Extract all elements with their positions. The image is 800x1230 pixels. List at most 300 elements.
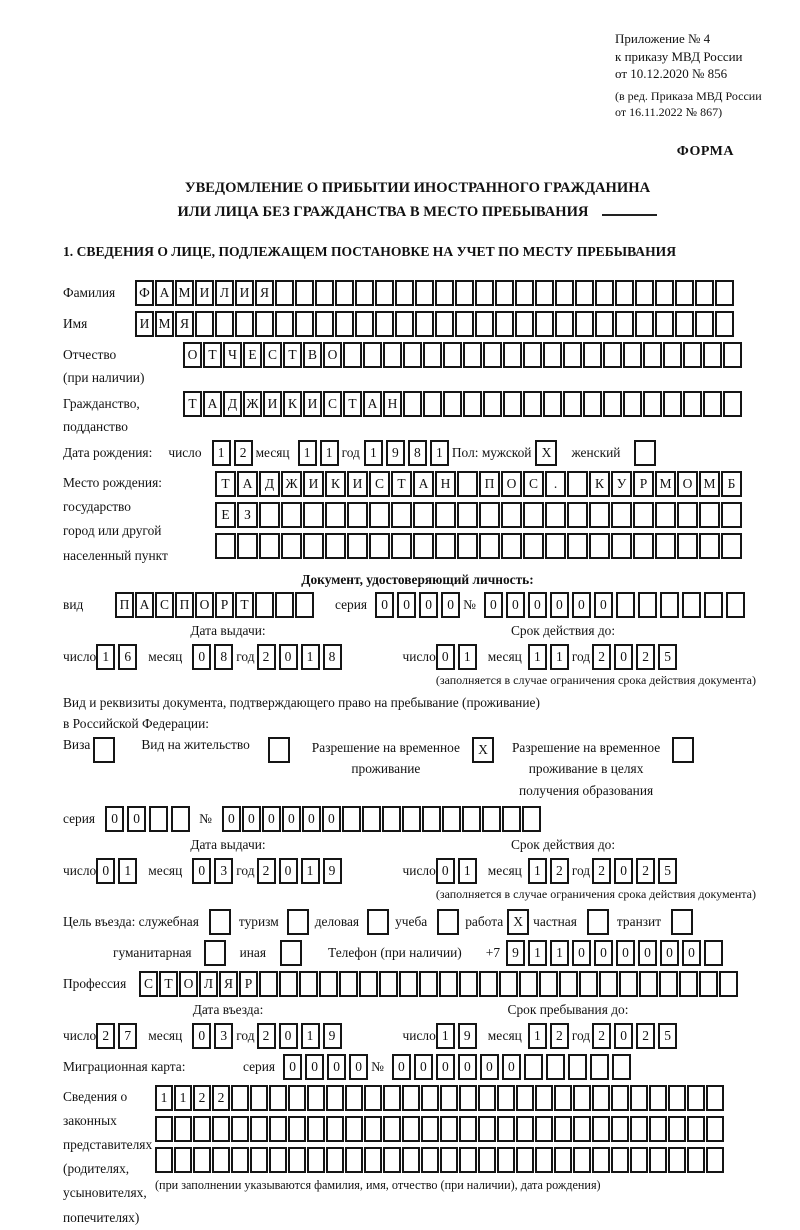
char-cell[interactable] <box>595 311 614 337</box>
char-cell[interactable] <box>663 342 682 368</box>
char-cell[interactable] <box>347 502 368 528</box>
char-cell[interactable]: А <box>155 280 174 306</box>
char-cell[interactable] <box>579 971 598 997</box>
char-cell[interactable] <box>677 502 698 528</box>
char-cell[interactable] <box>435 533 456 559</box>
char-cell[interactable] <box>501 502 522 528</box>
char-cell[interactable] <box>288 1085 306 1111</box>
char-cell[interactable] <box>503 342 522 368</box>
char-cell[interactable] <box>288 1147 306 1173</box>
char-cell[interactable]: 0 <box>242 806 261 832</box>
char-cell[interactable] <box>535 311 554 337</box>
char-cell[interactable]: 1 <box>320 440 339 466</box>
purpose-private-checkbox[interactable] <box>587 909 609 935</box>
purpose-humanitarian-checkbox[interactable] <box>204 940 226 966</box>
char-cell[interactable]: 0 <box>279 858 298 884</box>
char-cell[interactable] <box>683 342 702 368</box>
char-cell[interactable] <box>383 1116 401 1142</box>
char-cell[interactable] <box>391 502 412 528</box>
char-cell[interactable]: 2 <box>193 1085 211 1111</box>
char-cell[interactable]: Т <box>183 391 202 417</box>
char-cell[interactable] <box>675 280 694 306</box>
char-cell[interactable] <box>635 280 654 306</box>
char-cell[interactable]: 0 <box>302 806 321 832</box>
char-cell[interactable] <box>478 1116 496 1142</box>
char-cell[interactable] <box>383 1085 401 1111</box>
char-cell[interactable] <box>364 1085 382 1111</box>
char-cell[interactable]: Т <box>283 342 302 368</box>
char-cell[interactable] <box>546 1054 565 1080</box>
char-cell[interactable]: 0 <box>616 940 635 966</box>
char-cell[interactable]: 8 <box>408 440 427 466</box>
char-cell[interactable]: 0 <box>436 858 455 884</box>
char-cell[interactable]: 7 <box>118 1023 137 1049</box>
char-cell[interactable] <box>567 471 588 497</box>
char-cell[interactable] <box>563 342 582 368</box>
char-cell[interactable] <box>250 1147 268 1173</box>
char-cell[interactable] <box>155 1147 173 1173</box>
char-cell[interactable]: 1 <box>364 440 383 466</box>
purpose-official-checkbox[interactable] <box>209 909 231 935</box>
char-cell[interactable]: 0 <box>550 592 569 618</box>
char-cell[interactable] <box>535 1147 553 1173</box>
char-cell[interactable] <box>343 342 362 368</box>
char-cell[interactable]: О <box>323 342 342 368</box>
char-cell[interactable]: 0 <box>375 592 394 618</box>
char-cell[interactable] <box>592 1085 610 1111</box>
char-cell[interactable] <box>523 342 542 368</box>
char-cell[interactable]: С <box>369 471 390 497</box>
char-cell[interactable] <box>442 806 461 832</box>
char-cell[interactable]: М <box>655 471 676 497</box>
char-cell[interactable] <box>215 311 234 337</box>
char-cell[interactable] <box>303 533 324 559</box>
char-cell[interactable] <box>362 806 381 832</box>
char-cell[interactable] <box>535 1085 553 1111</box>
char-cell[interactable] <box>663 391 682 417</box>
char-cell[interactable] <box>704 592 723 618</box>
char-cell[interactable]: 2 <box>257 1023 276 1049</box>
char-cell[interactable] <box>499 971 518 997</box>
char-cell[interactable] <box>535 280 554 306</box>
char-cell[interactable]: Е <box>243 342 262 368</box>
char-cell[interactable] <box>375 280 394 306</box>
char-cell[interactable]: 2 <box>592 858 611 884</box>
char-cell[interactable] <box>649 1085 667 1111</box>
purpose-tourism-checkbox[interactable] <box>287 909 309 935</box>
char-cell[interactable]: Д <box>259 471 280 497</box>
char-cell[interactable]: З <box>237 502 258 528</box>
char-cell[interactable]: И <box>263 391 282 417</box>
char-cell[interactable]: 0 <box>614 858 633 884</box>
char-cell[interactable] <box>171 806 190 832</box>
char-cell[interactable]: 0 <box>484 592 503 618</box>
char-cell[interactable]: О <box>677 471 698 497</box>
char-cell[interactable]: 1 <box>96 644 115 670</box>
char-cell[interactable]: 1 <box>528 644 547 670</box>
char-cell[interactable] <box>279 971 298 997</box>
char-cell[interactable] <box>231 1116 249 1142</box>
char-cell[interactable]: 9 <box>458 1023 477 1049</box>
char-cell[interactable] <box>543 391 562 417</box>
char-cell[interactable]: 0 <box>192 644 211 670</box>
char-cell[interactable] <box>497 1085 515 1111</box>
char-cell[interactable] <box>174 1116 192 1142</box>
char-cell[interactable]: . <box>545 471 566 497</box>
char-cell[interactable] <box>706 1147 724 1173</box>
char-cell[interactable] <box>295 311 314 337</box>
char-cell[interactable] <box>364 1116 382 1142</box>
char-cell[interactable] <box>497 1116 515 1142</box>
char-cell[interactable]: М <box>155 311 174 337</box>
char-cell[interactable]: О <box>195 592 214 618</box>
char-cell[interactable] <box>315 280 334 306</box>
char-cell[interactable] <box>435 280 454 306</box>
char-cell[interactable] <box>615 280 634 306</box>
char-cell[interactable]: 6 <box>118 644 137 670</box>
char-cell[interactable] <box>459 1116 477 1142</box>
char-cell[interactable]: 0 <box>441 592 460 618</box>
char-cell[interactable]: 2 <box>257 858 276 884</box>
char-cell[interactable]: 0 <box>614 1023 633 1049</box>
char-cell[interactable]: 0 <box>96 858 115 884</box>
char-cell[interactable]: 5 <box>658 644 677 670</box>
char-cell[interactable]: 9 <box>323 858 342 884</box>
char-cell[interactable]: 1 <box>458 858 477 884</box>
char-cell[interactable] <box>623 342 642 368</box>
char-cell[interactable] <box>307 1116 325 1142</box>
char-cell[interactable]: Д <box>223 391 242 417</box>
char-cell[interactable] <box>174 1147 192 1173</box>
char-cell[interactable] <box>475 311 494 337</box>
char-cell[interactable] <box>307 1085 325 1111</box>
char-cell[interactable] <box>616 592 635 618</box>
char-cell[interactable] <box>402 806 421 832</box>
char-cell[interactable]: К <box>325 471 346 497</box>
char-cell[interactable]: 0 <box>638 940 657 966</box>
char-cell[interactable]: 2 <box>212 1085 230 1111</box>
char-cell[interactable] <box>687 1085 705 1111</box>
char-cell[interactable] <box>355 311 374 337</box>
char-cell[interactable] <box>655 502 676 528</box>
char-cell[interactable] <box>675 311 694 337</box>
char-cell[interactable]: 0 <box>327 1054 346 1080</box>
char-cell[interactable] <box>383 342 402 368</box>
char-cell[interactable] <box>259 502 280 528</box>
temp-residence-edu-checkbox[interactable] <box>672 737 694 763</box>
char-cell[interactable] <box>383 1147 401 1173</box>
char-cell[interactable]: 2 <box>592 1023 611 1049</box>
char-cell[interactable] <box>668 1116 686 1142</box>
char-cell[interactable]: 0 <box>397 592 416 618</box>
char-cell[interactable]: 1 <box>430 440 449 466</box>
char-cell[interactable] <box>655 311 674 337</box>
purpose-business-checkbox[interactable] <box>367 909 389 935</box>
char-cell[interactable]: В <box>303 342 322 368</box>
char-cell[interactable] <box>423 342 442 368</box>
char-cell[interactable]: 2 <box>636 1023 655 1049</box>
char-cell[interactable]: Б <box>721 471 742 497</box>
char-cell[interactable]: 0 <box>105 806 124 832</box>
char-cell[interactable] <box>515 280 534 306</box>
char-cell[interactable]: 2 <box>636 644 655 670</box>
char-cell[interactable] <box>342 806 361 832</box>
char-cell[interactable] <box>462 806 481 832</box>
char-cell[interactable] <box>524 1054 543 1080</box>
char-cell[interactable] <box>612 1054 631 1080</box>
char-cell[interactable] <box>345 1116 363 1142</box>
char-cell[interactable] <box>482 806 501 832</box>
char-cell[interactable]: 8 <box>214 644 233 670</box>
char-cell[interactable] <box>483 342 502 368</box>
char-cell[interactable]: П <box>175 592 194 618</box>
char-cell[interactable] <box>599 971 618 997</box>
char-cell[interactable] <box>415 311 434 337</box>
char-cell[interactable]: 0 <box>506 592 525 618</box>
char-cell[interactable] <box>592 1147 610 1173</box>
char-cell[interactable] <box>723 391 742 417</box>
char-cell[interactable] <box>363 342 382 368</box>
char-cell[interactable] <box>497 1147 515 1173</box>
char-cell[interactable] <box>419 971 438 997</box>
char-cell[interactable] <box>364 1147 382 1173</box>
char-cell[interactable]: Н <box>383 391 402 417</box>
char-cell[interactable] <box>595 280 614 306</box>
char-cell[interactable] <box>391 533 412 559</box>
char-cell[interactable] <box>457 502 478 528</box>
char-cell[interactable]: 9 <box>386 440 405 466</box>
char-cell[interactable] <box>583 342 602 368</box>
char-cell[interactable] <box>255 311 274 337</box>
char-cell[interactable]: 8 <box>323 644 342 670</box>
char-cell[interactable]: 1 <box>528 858 547 884</box>
char-cell[interactable] <box>523 502 544 528</box>
char-cell[interactable]: 0 <box>480 1054 499 1080</box>
char-cell[interactable] <box>699 533 720 559</box>
char-cell[interactable]: 0 <box>282 806 301 832</box>
char-cell[interactable] <box>231 1085 249 1111</box>
char-cell[interactable] <box>643 391 662 417</box>
char-cell[interactable] <box>726 592 745 618</box>
char-cell[interactable] <box>479 502 500 528</box>
purpose-work-checkbox[interactable]: X <box>507 909 529 935</box>
char-cell[interactable]: А <box>413 471 434 497</box>
char-cell[interactable] <box>478 1085 496 1111</box>
visa-checkbox[interactable] <box>93 737 115 763</box>
char-cell[interactable] <box>269 1085 287 1111</box>
char-cell[interactable]: 1 <box>118 858 137 884</box>
char-cell[interactable]: Я <box>175 311 194 337</box>
char-cell[interactable]: 1 <box>528 940 547 966</box>
char-cell[interactable] <box>195 311 214 337</box>
char-cell[interactable] <box>682 592 701 618</box>
char-cell[interactable] <box>592 1116 610 1142</box>
char-cell[interactable] <box>659 971 678 997</box>
purpose-study-checkbox[interactable] <box>437 909 459 935</box>
char-cell[interactable] <box>555 280 574 306</box>
char-cell[interactable] <box>325 533 346 559</box>
char-cell[interactable]: 0 <box>419 592 438 618</box>
char-cell[interactable] <box>649 1147 667 1173</box>
char-cell[interactable] <box>299 971 318 997</box>
char-cell[interactable] <box>415 280 434 306</box>
char-cell[interactable] <box>687 1116 705 1142</box>
char-cell[interactable] <box>589 533 610 559</box>
char-cell[interactable]: 1 <box>298 440 317 466</box>
char-cell[interactable]: 0 <box>192 1023 211 1049</box>
char-cell[interactable] <box>435 502 456 528</box>
char-cell[interactable] <box>554 1116 572 1142</box>
char-cell[interactable] <box>555 311 574 337</box>
char-cell[interactable]: Я <box>219 971 238 997</box>
char-cell[interactable]: 0 <box>414 1054 433 1080</box>
char-cell[interactable] <box>307 1147 325 1173</box>
char-cell[interactable] <box>326 1147 344 1173</box>
char-cell[interactable] <box>275 592 294 618</box>
char-cell[interactable] <box>413 533 434 559</box>
char-cell[interactable]: 0 <box>458 1054 477 1080</box>
char-cell[interactable] <box>231 1147 249 1173</box>
char-cell[interactable]: 1 <box>155 1085 173 1111</box>
char-cell[interactable] <box>345 1147 363 1173</box>
char-cell[interactable] <box>699 971 718 997</box>
char-cell[interactable]: 0 <box>349 1054 368 1080</box>
char-cell[interactable] <box>615 311 634 337</box>
char-cell[interactable] <box>250 1085 268 1111</box>
char-cell[interactable] <box>355 280 374 306</box>
char-cell[interactable]: И <box>135 311 154 337</box>
char-cell[interactable] <box>269 1116 287 1142</box>
char-cell[interactable] <box>519 971 538 997</box>
char-cell[interactable] <box>567 502 588 528</box>
char-cell[interactable]: 0 <box>127 806 146 832</box>
char-cell[interactable] <box>335 311 354 337</box>
char-cell[interactable]: 1 <box>458 644 477 670</box>
char-cell[interactable] <box>543 342 562 368</box>
char-cell[interactable] <box>250 1116 268 1142</box>
char-cell[interactable] <box>721 502 742 528</box>
char-cell[interactable] <box>563 391 582 417</box>
char-cell[interactable] <box>435 311 454 337</box>
char-cell[interactable]: 0 <box>222 806 241 832</box>
char-cell[interactable] <box>715 311 734 337</box>
char-cell[interactable]: 0 <box>279 1023 298 1049</box>
char-cell[interactable] <box>259 533 280 559</box>
char-cell[interactable] <box>459 971 478 997</box>
char-cell[interactable]: Ж <box>281 471 302 497</box>
char-cell[interactable]: Я <box>255 280 274 306</box>
char-cell[interactable] <box>463 342 482 368</box>
char-cell[interactable]: Т <box>235 592 254 618</box>
char-cell[interactable]: К <box>589 471 610 497</box>
char-cell[interactable] <box>502 806 521 832</box>
char-cell[interactable]: 2 <box>257 644 276 670</box>
char-cell[interactable]: 0 <box>322 806 341 832</box>
char-cell[interactable] <box>443 342 462 368</box>
char-cell[interactable] <box>422 806 441 832</box>
char-cell[interactable] <box>295 280 314 306</box>
char-cell[interactable] <box>155 1116 173 1142</box>
char-cell[interactable] <box>440 1116 458 1142</box>
char-cell[interactable] <box>643 342 662 368</box>
char-cell[interactable]: 1 <box>301 644 320 670</box>
char-cell[interactable] <box>275 311 294 337</box>
char-cell[interactable] <box>402 1147 420 1173</box>
char-cell[interactable] <box>347 533 368 559</box>
char-cell[interactable] <box>523 533 544 559</box>
char-cell[interactable]: И <box>303 391 322 417</box>
char-cell[interactable] <box>495 280 514 306</box>
char-cell[interactable] <box>269 1147 287 1173</box>
char-cell[interactable] <box>395 311 414 337</box>
char-cell[interactable] <box>515 311 534 337</box>
char-cell[interactable]: 2 <box>636 858 655 884</box>
char-cell[interactable] <box>326 1116 344 1142</box>
char-cell[interactable] <box>439 971 458 997</box>
char-cell[interactable] <box>275 280 294 306</box>
char-cell[interactable] <box>326 1085 344 1111</box>
char-cell[interactable] <box>335 280 354 306</box>
char-cell[interactable] <box>649 1116 667 1142</box>
char-cell[interactable] <box>611 1085 629 1111</box>
char-cell[interactable]: 3 <box>214 858 233 884</box>
char-cell[interactable] <box>403 391 422 417</box>
char-cell[interactable]: 0 <box>279 644 298 670</box>
char-cell[interactable] <box>413 502 434 528</box>
char-cell[interactable]: П <box>115 592 134 618</box>
char-cell[interactable] <box>655 533 676 559</box>
char-cell[interactable] <box>589 502 610 528</box>
char-cell[interactable] <box>575 280 594 306</box>
char-cell[interactable] <box>633 502 654 528</box>
char-cell[interactable] <box>369 502 390 528</box>
char-cell[interactable]: 2 <box>592 644 611 670</box>
char-cell[interactable] <box>237 533 258 559</box>
char-cell[interactable]: 0 <box>594 940 613 966</box>
char-cell[interactable] <box>495 311 514 337</box>
char-cell[interactable]: 5 <box>658 1023 677 1049</box>
char-cell[interactable] <box>703 391 722 417</box>
char-cell[interactable] <box>423 391 442 417</box>
char-cell[interactable]: О <box>183 342 202 368</box>
char-cell[interactable]: 1 <box>301 858 320 884</box>
char-cell[interactable] <box>319 971 338 997</box>
char-cell[interactable]: 1 <box>212 440 231 466</box>
char-cell[interactable] <box>369 533 390 559</box>
char-cell[interactable] <box>535 1116 553 1142</box>
char-cell[interactable] <box>567 533 588 559</box>
char-cell[interactable]: 1 <box>436 1023 455 1049</box>
purpose-other-checkbox[interactable] <box>280 940 302 966</box>
char-cell[interactable] <box>695 311 714 337</box>
char-cell[interactable] <box>679 971 698 997</box>
char-cell[interactable]: М <box>699 471 720 497</box>
char-cell[interactable] <box>402 1085 420 1111</box>
char-cell[interactable] <box>475 280 494 306</box>
char-cell[interactable] <box>215 533 236 559</box>
char-cell[interactable]: К <box>283 391 302 417</box>
char-cell[interactable] <box>455 280 474 306</box>
char-cell[interactable] <box>630 1116 648 1142</box>
char-cell[interactable] <box>421 1116 439 1142</box>
char-cell[interactable] <box>382 806 401 832</box>
char-cell[interactable]: 0 <box>594 592 613 618</box>
char-cell[interactable]: 9 <box>323 1023 342 1049</box>
char-cell[interactable] <box>459 1085 477 1111</box>
char-cell[interactable]: 2 <box>550 858 569 884</box>
char-cell[interactable]: А <box>203 391 222 417</box>
char-cell[interactable]: 0 <box>392 1054 411 1080</box>
